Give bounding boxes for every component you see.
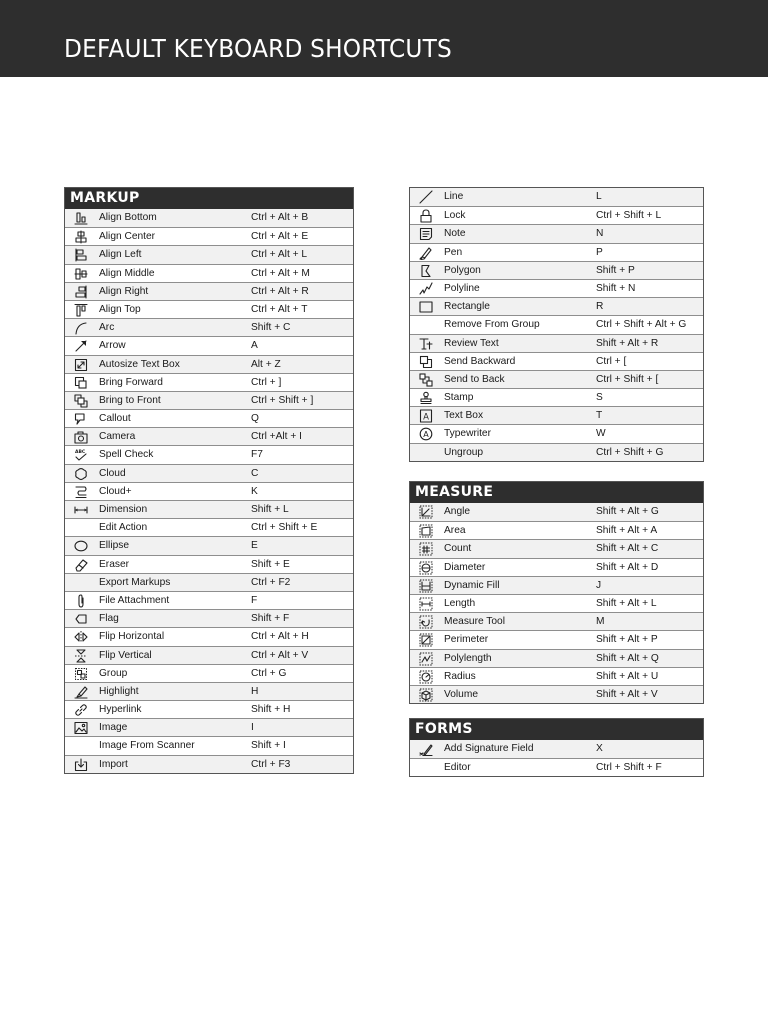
shortcut-keys: Shift + C	[251, 322, 291, 334]
shortcut-keys: Ctrl + Shift + F	[596, 762, 662, 774]
shortcut-keys: Shift + Alt + A	[596, 525, 658, 537]
forms-table	[410, 740, 703, 776]
shortcut-row	[410, 243, 703, 261]
pen-icon	[419, 246, 433, 260]
shortcut-keys: W	[596, 428, 606, 440]
flip-horizontal-icon	[74, 630, 88, 644]
command-name: Remove From Group	[444, 319, 540, 331]
flip-vertical-icon	[74, 649, 88, 663]
svg-text:A: A	[423, 430, 429, 440]
command-name: Pen	[444, 246, 463, 258]
command-name: Align Middle	[99, 267, 155, 279]
camera-icon	[74, 430, 88, 444]
command-name: Diameter	[444, 561, 486, 573]
shortcut-row	[410, 576, 703, 594]
shortcut-keys: J	[596, 579, 602, 591]
align-middle-icon	[74, 267, 88, 281]
shortcut-row	[65, 755, 353, 773]
shortcut-keys: Shift + Alt + U	[596, 670, 659, 682]
shortcut-row	[65, 427, 353, 445]
command-name: Spell Check	[99, 449, 154, 461]
page-title: DEFAULT KEYBOARD SHORTCUTS	[64, 34, 452, 63]
command-name: Stamp	[444, 392, 474, 404]
command-name: Arrow	[99, 340, 126, 352]
command-name: Cloud+	[99, 485, 132, 497]
shortcut-keys: Shift + L	[251, 504, 289, 515]
command-name: Dynamic Fill	[444, 579, 500, 591]
shortcut-row	[65, 664, 353, 682]
command-name: Align Bottom	[99, 212, 157, 223]
shortcut-keys: Shift + P	[596, 264, 635, 276]
highlighter-icon	[74, 685, 88, 699]
shortcut-keys: Shift + Alt + G	[596, 506, 659, 517]
spell-check-icon	[74, 448, 88, 462]
autosize-icon	[74, 358, 88, 372]
shortcut-row	[65, 391, 353, 409]
shortcut-row	[65, 646, 353, 664]
shortcut-row	[410, 649, 703, 667]
command-name: Arc	[99, 322, 115, 334]
shortcut-row	[410, 630, 703, 648]
rectangle-icon	[419, 300, 433, 314]
command-name: Callout	[99, 413, 131, 425]
shortcut-row	[65, 209, 353, 227]
area-icon	[419, 524, 433, 538]
shortcut-row	[65, 264, 353, 282]
shortcut-row	[410, 352, 703, 370]
shortcut-keys: Ctrl + F3	[251, 758, 291, 770]
shortcut-keys: Ctrl + Alt + R	[251, 285, 309, 297]
shortcut-keys: Ctrl + Alt + L	[251, 249, 308, 261]
shortcut-keys: L	[596, 191, 602, 202]
command-name: Typewriter	[444, 428, 491, 440]
command-name: Export Markups	[99, 576, 171, 588]
align-bottom-icon	[74, 211, 88, 225]
dynamic-fill-icon	[419, 579, 433, 593]
shortcut-row	[410, 740, 703, 758]
shortcut-row	[65, 682, 353, 700]
bring-forward-icon	[74, 376, 88, 390]
shortcut-keys: Shift + F	[251, 613, 290, 625]
forms-heading: FORMS	[410, 719, 703, 740]
shortcut-keys: Ctrl + Alt + H	[251, 631, 309, 643]
shortcut-row	[410, 224, 703, 242]
command-name: Align Left	[99, 249, 142, 261]
shortcut-keys: Ctrl + Shift + [	[596, 373, 659, 385]
shortcut-row	[410, 279, 703, 297]
command-name: Bring Forward	[99, 376, 163, 388]
shortcut-keys: Shift + Alt + P	[596, 634, 658, 646]
command-name: Highlight	[99, 685, 139, 697]
command-name: Area	[444, 525, 466, 537]
image-icon	[74, 721, 88, 735]
command-name: Polygon	[444, 264, 481, 276]
cloud-plus-icon	[74, 485, 88, 499]
text-box-icon	[419, 409, 433, 423]
ellipse-icon	[74, 539, 88, 553]
flag-icon	[74, 612, 88, 626]
command-name: Camera	[99, 431, 136, 443]
command-name: Align Center	[99, 231, 156, 243]
shortcut-keys: Shift + N	[596, 282, 636, 294]
shortcut-keys: T	[596, 410, 603, 422]
shortcut-keys: P	[596, 246, 603, 258]
command-name: Edit Action	[99, 522, 148, 534]
shortcut-row	[65, 555, 353, 573]
angle-icon	[419, 505, 433, 519]
shortcut-keys: E	[251, 540, 258, 552]
command-name: Ellipse	[99, 540, 130, 552]
shortcut-keys: Shift + Alt + V	[596, 688, 658, 700]
command-name: Add Signature Field	[444, 743, 534, 754]
bring-to-front-icon	[74, 394, 88, 408]
command-name: Length	[444, 597, 476, 609]
shortcut-keys: Alt + Z	[251, 358, 281, 370]
shortcut-keys: Ctrl + Shift + L	[596, 210, 662, 222]
shortcut-row	[410, 388, 703, 406]
shortcut-row	[410, 758, 703, 776]
shortcut-row	[410, 370, 703, 388]
markup-table	[65, 209, 353, 773]
command-name: Flip Vertical	[99, 649, 152, 661]
shortcut-keys: M	[596, 616, 605, 628]
shortcut-row	[410, 539, 703, 557]
shortcut-keys: Ctrl + F2	[251, 576, 291, 588]
command-name: Note	[444, 228, 466, 240]
command-name: Flag	[99, 613, 119, 625]
shortcut-row	[65, 718, 353, 736]
shortcut-row	[410, 406, 703, 424]
shortcut-keys: F7	[251, 449, 263, 461]
shortcut-keys: R	[596, 301, 604, 313]
diameter-icon	[419, 561, 433, 575]
command-name: Bring to Front	[99, 394, 161, 406]
shortcut-keys: Ctrl +Alt + I	[251, 431, 302, 443]
count-icon	[419, 542, 433, 556]
shortcut-keys: Ctrl + Alt + E	[251, 231, 309, 243]
shortcut-keys: Ctrl + Shift + E	[251, 522, 318, 534]
shortcut-row	[410, 206, 703, 224]
shortcut-row	[410, 685, 703, 703]
shortcut-keys: Ctrl + Alt + M	[251, 267, 310, 279]
shortcut-row	[65, 318, 353, 336]
shortcut-row	[65, 445, 353, 463]
send-backward-icon	[419, 355, 433, 369]
callout-icon	[74, 412, 88, 426]
shortcut-row	[65, 700, 353, 718]
shortcut-keys: F	[251, 594, 258, 606]
measure-table	[410, 503, 703, 703]
note-icon	[419, 227, 433, 241]
perimeter-icon	[419, 633, 433, 647]
review-text-icon	[419, 337, 433, 351]
command-name: Angle	[444, 506, 471, 517]
dimension-icon	[74, 503, 88, 517]
shortcut-keys: A	[251, 340, 258, 352]
command-name: Hyperlink	[99, 704, 142, 716]
shortcut-row	[410, 424, 703, 442]
command-name: Review Text	[444, 337, 499, 349]
shortcut-keys: Ctrl + ]	[251, 376, 282, 388]
signature-icon	[419, 742, 433, 756]
shortcut-row	[410, 667, 703, 685]
shortcut-keys: Ctrl + Shift + G	[596, 446, 664, 458]
shortcut-keys: Shift + Alt + D	[596, 561, 659, 573]
shortcut-row	[65, 627, 353, 645]
lock-icon	[419, 209, 433, 223]
shortcut-row	[410, 297, 703, 315]
polylength-icon	[419, 652, 433, 666]
line-icon	[419, 190, 433, 204]
shortcut-keys: Shift + Alt + R	[596, 337, 659, 349]
command-name: Text Box	[444, 410, 484, 422]
shortcut-keys: Shift + Alt + C	[596, 543, 659, 555]
stamp-icon	[419, 391, 433, 405]
command-name: Send to Back	[444, 373, 505, 385]
command-name: Send Backward	[444, 355, 516, 367]
shortcut-row	[410, 261, 703, 279]
command-name: Perimeter	[444, 634, 489, 646]
command-name: Rectangle	[444, 301, 490, 313]
shortcut-row	[65, 227, 353, 245]
radius-icon	[419, 670, 433, 684]
svg-text:A: A	[423, 412, 429, 423]
shortcut-row	[410, 521, 703, 539]
command-name: Polyline	[444, 282, 480, 294]
shortcut-keys: N	[596, 228, 604, 240]
shortcut-row	[65, 409, 353, 427]
shortcut-keys: Shift + I	[251, 740, 286, 752]
shortcut-keys: Shift + H	[251, 704, 291, 716]
shortcut-row	[410, 503, 703, 521]
volume-icon	[419, 688, 433, 702]
arc-icon	[74, 321, 88, 335]
command-name: Align Right	[99, 285, 149, 297]
shortcut-row	[410, 188, 703, 206]
align-right-icon	[74, 285, 88, 299]
command-name: Align Top	[99, 303, 141, 315]
typewriter-icon	[419, 427, 433, 441]
align-center-icon	[74, 230, 88, 244]
send-to-back-icon	[419, 373, 433, 387]
paperclip-icon	[74, 594, 88, 608]
command-name: Dimension	[99, 504, 148, 515]
shortcut-keys: Ctrl + Alt + V	[251, 649, 309, 661]
shortcut-row	[65, 591, 353, 609]
markup-continued-table	[410, 188, 703, 461]
shortcut-row	[410, 315, 703, 333]
shortcut-row	[65, 500, 353, 518]
shortcut-row	[410, 334, 703, 352]
command-name: Import	[99, 758, 128, 770]
command-name: Count	[444, 543, 472, 555]
shortcut-row	[65, 336, 353, 354]
forms-panel	[409, 718, 704, 777]
command-name: Radius	[444, 670, 476, 682]
markup-panel	[64, 187, 354, 774]
shortcut-row	[410, 443, 703, 461]
arrow-icon	[74, 339, 88, 353]
shortcut-keys: H	[251, 685, 259, 697]
align-top-icon	[74, 303, 88, 317]
shortcut-keys: C	[251, 467, 259, 479]
command-name: Line	[444, 191, 464, 202]
markup-continued-panel	[409, 187, 704, 462]
command-name: Volume	[444, 688, 478, 700]
command-name: Eraser	[99, 558, 130, 570]
command-name: Editor	[444, 762, 471, 774]
shortcut-keys: I	[251, 722, 254, 734]
title-banner	[0, 0, 768, 77]
shortcut-row	[410, 594, 703, 612]
shortcut-keys: Q	[251, 413, 259, 425]
shortcut-keys: Ctrl + Alt + B	[251, 212, 309, 223]
measure-tool-icon	[419, 615, 433, 629]
group-icon	[74, 667, 88, 681]
shortcut-keys: Ctrl + Shift + Alt + G	[596, 319, 687, 331]
shortcut-keys: Ctrl + Shift + ]	[251, 394, 314, 406]
shortcut-keys: Shift + Alt + L	[596, 597, 657, 609]
shortcut-keys: K	[251, 485, 258, 497]
import-icon	[74, 758, 88, 772]
shortcut-row	[65, 536, 353, 554]
command-name: Image From Scanner	[99, 740, 195, 752]
shortcut-keys: Shift + Alt + Q	[596, 652, 659, 664]
shortcut-row	[65, 482, 353, 500]
shortcut-keys: S	[596, 392, 603, 404]
shortcut-row	[65, 373, 353, 391]
command-name: Autosize Text Box	[99, 358, 180, 370]
shortcut-keys: Ctrl + G	[251, 667, 287, 679]
cloud-icon	[74, 467, 88, 481]
shortcut-keys: Ctrl + Alt + T	[251, 303, 308, 315]
shortcut-row	[65, 609, 353, 627]
eraser-icon	[74, 558, 88, 572]
shortcut-row	[410, 612, 703, 630]
command-name: Image	[99, 722, 128, 734]
command-name: Ungroup	[444, 446, 484, 458]
polygon-icon	[419, 264, 433, 278]
shortcut-row	[65, 518, 353, 536]
measure-panel	[409, 481, 704, 704]
measure-heading: MEASURE	[410, 482, 703, 503]
polyline-icon	[419, 282, 433, 296]
align-left-icon	[74, 248, 88, 262]
shortcut-keys: Shift + E	[251, 558, 290, 570]
command-name: Measure Tool	[444, 616, 505, 628]
hyperlink-icon	[74, 703, 88, 717]
command-name: Cloud	[99, 467, 126, 479]
length-icon	[419, 597, 433, 611]
shortcut-row	[65, 245, 353, 263]
shortcut-row	[410, 558, 703, 576]
shortcut-row	[65, 282, 353, 300]
command-name: Flip Horizontal	[99, 631, 165, 643]
command-name: Group	[99, 667, 128, 679]
markup-heading: MARKUP	[65, 188, 353, 209]
shortcut-row	[65, 355, 353, 373]
command-name: File Attachment	[99, 594, 170, 606]
command-name: Lock	[444, 210, 466, 222]
shortcut-row	[65, 736, 353, 754]
shortcut-row	[65, 464, 353, 482]
shortcut-row	[65, 300, 353, 318]
svg-text:ABC: ABC	[75, 450, 86, 456]
shortcut-keys: Ctrl + [	[596, 355, 627, 367]
shortcut-keys: X	[596, 743, 603, 754]
shortcut-row	[65, 573, 353, 591]
command-name: Polylength	[444, 652, 492, 664]
